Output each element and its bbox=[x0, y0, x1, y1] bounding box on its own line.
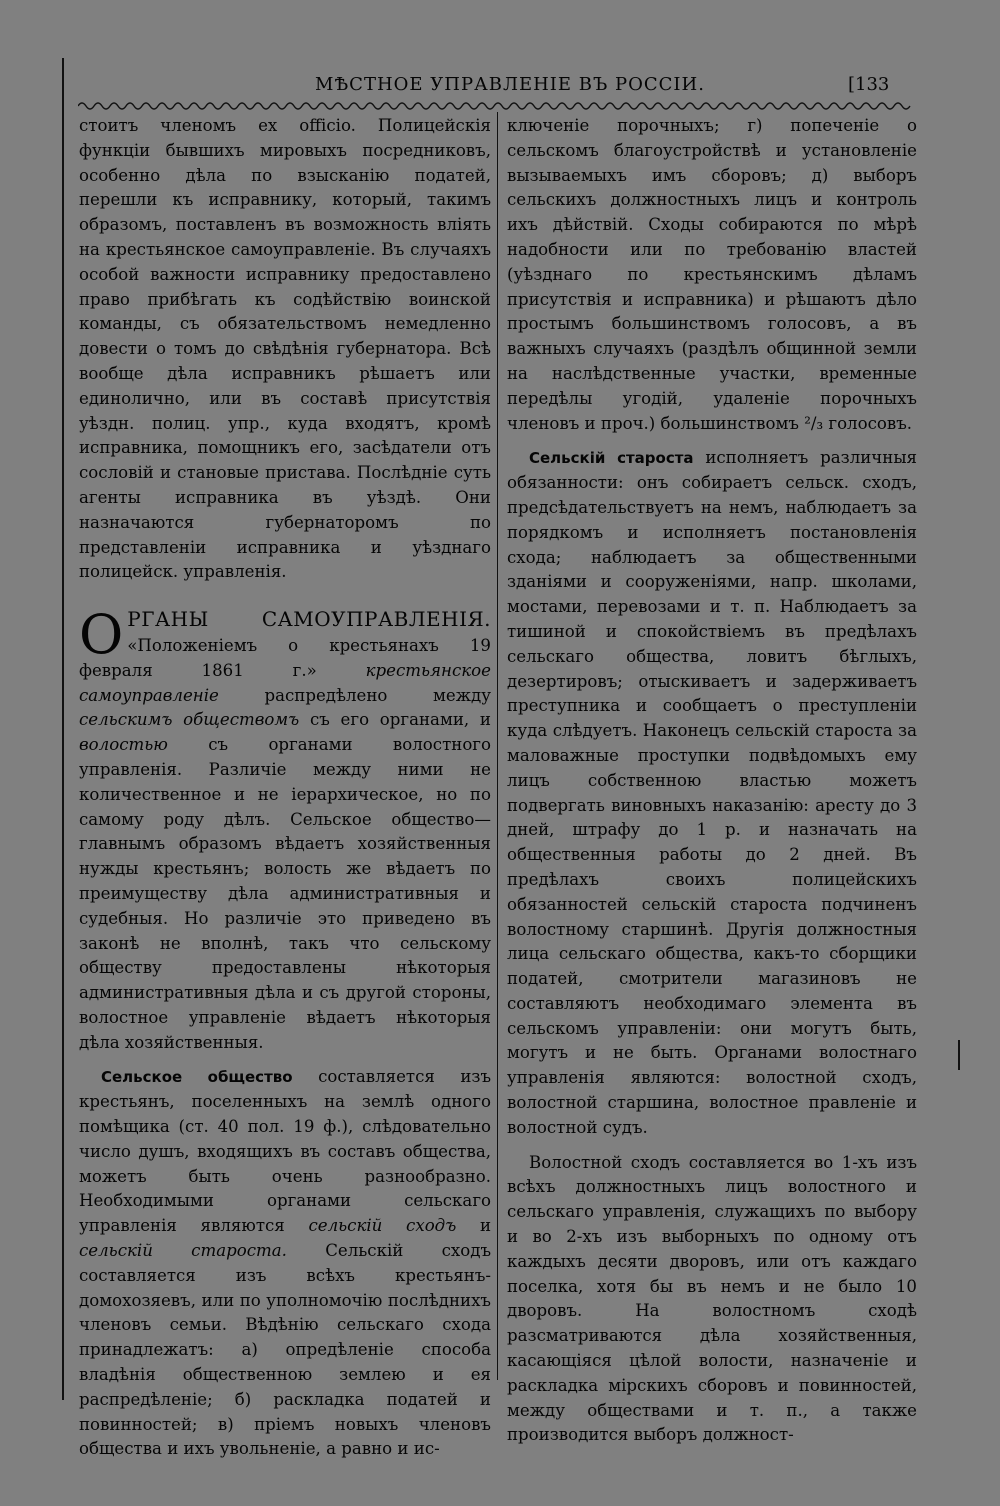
drop-cap: О bbox=[79, 603, 124, 667]
right-margin-mark bbox=[958, 1040, 960, 1070]
left-column bbox=[79, 114, 491, 1462]
starosta-term: Сельскій староста bbox=[529, 449, 694, 468]
right-column bbox=[507, 114, 917, 1448]
village-society-paragraph bbox=[79, 1065, 491, 1462]
column-divider bbox=[497, 112, 498, 1380]
organs-italic-1: крестьянское самоуправленіе bbox=[79, 660, 491, 705]
organs-text-c: съ его органами, и bbox=[299, 710, 491, 730]
running-header: МѢСТНОЕ УПРАВЛЕНІЕ ВЪ РОССІИ. bbox=[315, 74, 705, 95]
organs-italic-2: сельскимъ обществомъ bbox=[79, 710, 300, 730]
starosta-paragraph bbox=[507, 446, 917, 1140]
organs-text-b: распредѣлено между bbox=[218, 685, 491, 705]
organs-text-a: «Положеніемъ о крестьянахъ 19 февраля 1861 г.» bbox=[79, 635, 491, 680]
organs-italic-3: волостью bbox=[79, 735, 168, 755]
village-society-italic-1: сельскій сходъ bbox=[308, 1216, 457, 1236]
starosta-text: исполняетъ различныя обязанности: онъ собираетъ сельск. сходъ, предсѣдательствуетъ на немъ, наблюдаетъ за порядкомъ и исполняетъ постановленія схода; наблюдаетъ за общественными зданіями и сооруженіями, напр. школами, мостами, перевозами и т. п. Наблюдаетъ за тишиной и спокойствіемъ въ предѣлахъ сельскаго общества, ловитъ бѣглыхъ, дезертировъ; отыскиваетъ и задерживаетъ преступника и сообщаетъ о преступленіи куда слѣдуетъ. Наконецъ сельскій староста за маловажные проступки подвѣдомыхъ ему лицъ собственною властью можетъ подвергать виновныхъ наказанію: аресту до 3 дней, штрафу до 1 р. и назначать на общественныя работы до 2 дней. Въ предѣлахъ своихъ полицейскихъ обязанностей сельскій староста подчиненъ волостному старшинѣ. Другія должностныя лица сельскаго общества, какъ-то сборщики податей, смотрители магазиновъ не составляютъ необходимаго элемента въ сельскомъ управленіи: они могутъ быть, могутъ и не быть. Органами волостнаго управленія являются: волостной сходъ, волостной старшина, волостное правленіе и волостной судъ. bbox=[507, 448, 918, 1137]
left-paragraph-1: стоитъ членомъ ex officio. Полицейскія функціи бывшихъ мировыхъ посредниковъ, особенно дѣла по взысканію податей, перешли къ исправнику, который, такимъ образомъ, поставленъ въ возможность вліять на крестьянское самоуправленіе. Въ случаяхъ особой важности исправнику предоставлено право прибѣгать къ содѣйствію воинской команды, съ обязательствомъ немедленно довести о томъ до свѣдѣнія губернатора. Всѣ вообще дѣла исправникъ рѣшаетъ или единолично, или въ составѣ присутствія уѣздн. полиц. упр., куда входятъ, кромѣ исправника, помощникъ его, засѣдатели отъ сословій и становые пристава. Послѣдніе суть агенты исправника въ уѣздѣ. Они назначаются губернаторомъ по представленіи исправника и уѣзднаго полицейск. управленія. bbox=[79, 116, 491, 582]
village-society-text-a: составляется изъ крестьянъ, поселенныхъ на землѣ одного помѣщика (ст. 40 пол. 19 ф.), слѣдовательно число душъ, входящихъ въ составъ общества, можетъ быть очень разнообразно. Необходимыми органами сельскаго управленія являются bbox=[79, 1067, 492, 1236]
village-society-text-b: и bbox=[456, 1216, 492, 1236]
left-border-rule bbox=[62, 58, 64, 1400]
section-heading: РГАНЫ САМОУПРАВЛЕНІЯ. bbox=[127, 607, 491, 632]
organs-paragraph bbox=[79, 603, 491, 1055]
volost-assembly-paragraph: Волостной сходъ составляется во 1-хъ изъ всѣхъ должностныхъ лицъ волостного и сельскаго управленія, служащихъ по выбору и во 2-хъ изъ выборныхъ по одному отъ каждыхъ десяти дворовъ, или отъ каждаго поселка, хотя бы въ немъ и не было 10 дворовъ. На волостномъ сходѣ разсматриваются дѣла хозяйственныя, касающіяся цѣлой волости, назначеніе и раскладка мірскихъ сборовъ и повинностей, между обществами и т. п., а также производится выборъ должност- bbox=[507, 1152, 917, 1445]
village-society-text-c: Сельскій сходъ составляется изъ всѣхъ крестьянъ-домохозяевъ, или по уполномочію послѣднихъ членовъ семьи. Вѣдѣнію сельскаго схода принадлежатъ: а) опредѣленіе способа владѣнія общественною землею и ея распредѣленіе; б) раскладка податей и повинностей; в) пріемъ новыхъ членовъ общества и ихъ увольненіе, а равно и ис- bbox=[79, 1241, 492, 1459]
wavy-rule bbox=[78, 100, 914, 112]
village-society-term: Сельское общество bbox=[101, 1068, 293, 1087]
organs-text-d: съ органами волостного управленія. Различіе между ними не количественное и не іерархическое, но по самому роду дѣлъ. Сельское общество—главнымъ образомъ вѣдаетъ хозяйственныя нужды крестьянъ; волость же вѣдаетъ по преимуществу дѣла административныя и судебныя. Но различіе это приведено въ законѣ не вполнѣ, такъ что сельскому обществу предоставлены нѣкоторыя административныя дѣла и съ другой стороны, волостное управленіе вѣдаетъ нѣкоторыя дѣла хозяйственныя. bbox=[79, 735, 491, 1052]
page-number: [133 bbox=[848, 74, 890, 95]
right-paragraph-1: ключеніе порочныхъ; г) попеченіе о сельскомъ благоустройствѣ и установленіе вызываемыхъ имъ сборовъ; д) выборъ сельскихъ должностныхъ лицъ и контроль ихъ дѣйствій. Сходы собираются по мѣрѣ надобности или по требованію властей (уѣзднаго по крестьянскимъ дѣламъ присутствія и исправника) и рѣшаютъ дѣло простымъ большинствомъ голосовъ, а въ важныхъ случаяхъ (раздѣлъ общинной земли на наслѣдственные участки, временные передѣлы угодій, удаленіе порочныхъ членовъ и проч.) большинствомъ ²/₃ голосовъ. bbox=[507, 116, 917, 433]
village-society-italic-2: сельскій староста. bbox=[79, 1241, 287, 1261]
